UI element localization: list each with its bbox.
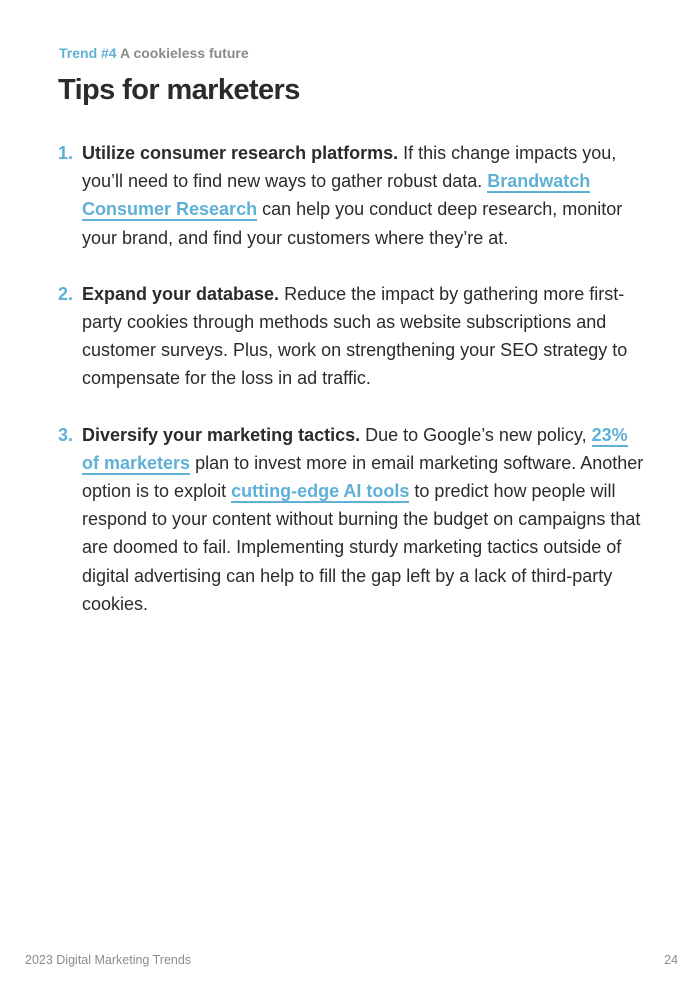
tip-lead: Utilize consumer research platforms. xyxy=(82,143,399,163)
tip-text: Due to Google’s new policy, xyxy=(360,424,592,445)
trend-topic: A cookieless future xyxy=(119,45,249,61)
tip-text: plan to invest more in email marketing software. Another option is to exploit xyxy=(82,452,644,502)
tip-text: to predict how people will respond to your content without burning the budget on campaigns that are doomed to fail. Implementing sturdy marketing tactics outside of digital advertising can help to fill the gap left by a lack of third-party cookies. xyxy=(82,481,641,614)
trend-label: Trend #4 xyxy=(59,45,117,61)
footer-page-number: 24 xyxy=(664,953,678,967)
tip-item-1 xyxy=(58,139,648,252)
tip-lead: Expand your database. xyxy=(82,283,280,304)
tips-list xyxy=(58,139,648,618)
tip-text: Reduce the impact by gathering more first-party cookies through methods such as website subscriptions and customer surveys. Plus, work on strengthening your SEO strategy to compensate for the loss in ad traffic. xyxy=(82,283,628,389)
tip-number: 2. xyxy=(58,283,74,304)
tip-number: 1. xyxy=(58,143,74,163)
tip-item-2 xyxy=(58,280,648,393)
tip-number: 3. xyxy=(58,424,74,445)
page-title: Tips for marketers xyxy=(58,74,300,106)
brandwatch-consumer-research-link[interactable]: Brandwatch Consumer Research xyxy=(82,171,591,220)
tip-item-3 xyxy=(58,421,648,618)
marketers-statistic-link[interactable]: 23% of marketers xyxy=(82,424,628,473)
tip-text: If this change impacts you, you’ll need to find new ways to gather robust data. xyxy=(82,143,617,192)
footer-document-title: 2023 Digital Marketing Trends xyxy=(25,953,192,967)
ai-tools-link[interactable]: cutting-edge AI tools xyxy=(231,481,410,502)
tip-text: can help you conduct deep research, monitor your brand, and find your customers where they’re at. xyxy=(82,199,623,248)
tip-lead: Diversify your marketing tactics. xyxy=(82,424,361,445)
section-eyebrow xyxy=(59,45,249,61)
